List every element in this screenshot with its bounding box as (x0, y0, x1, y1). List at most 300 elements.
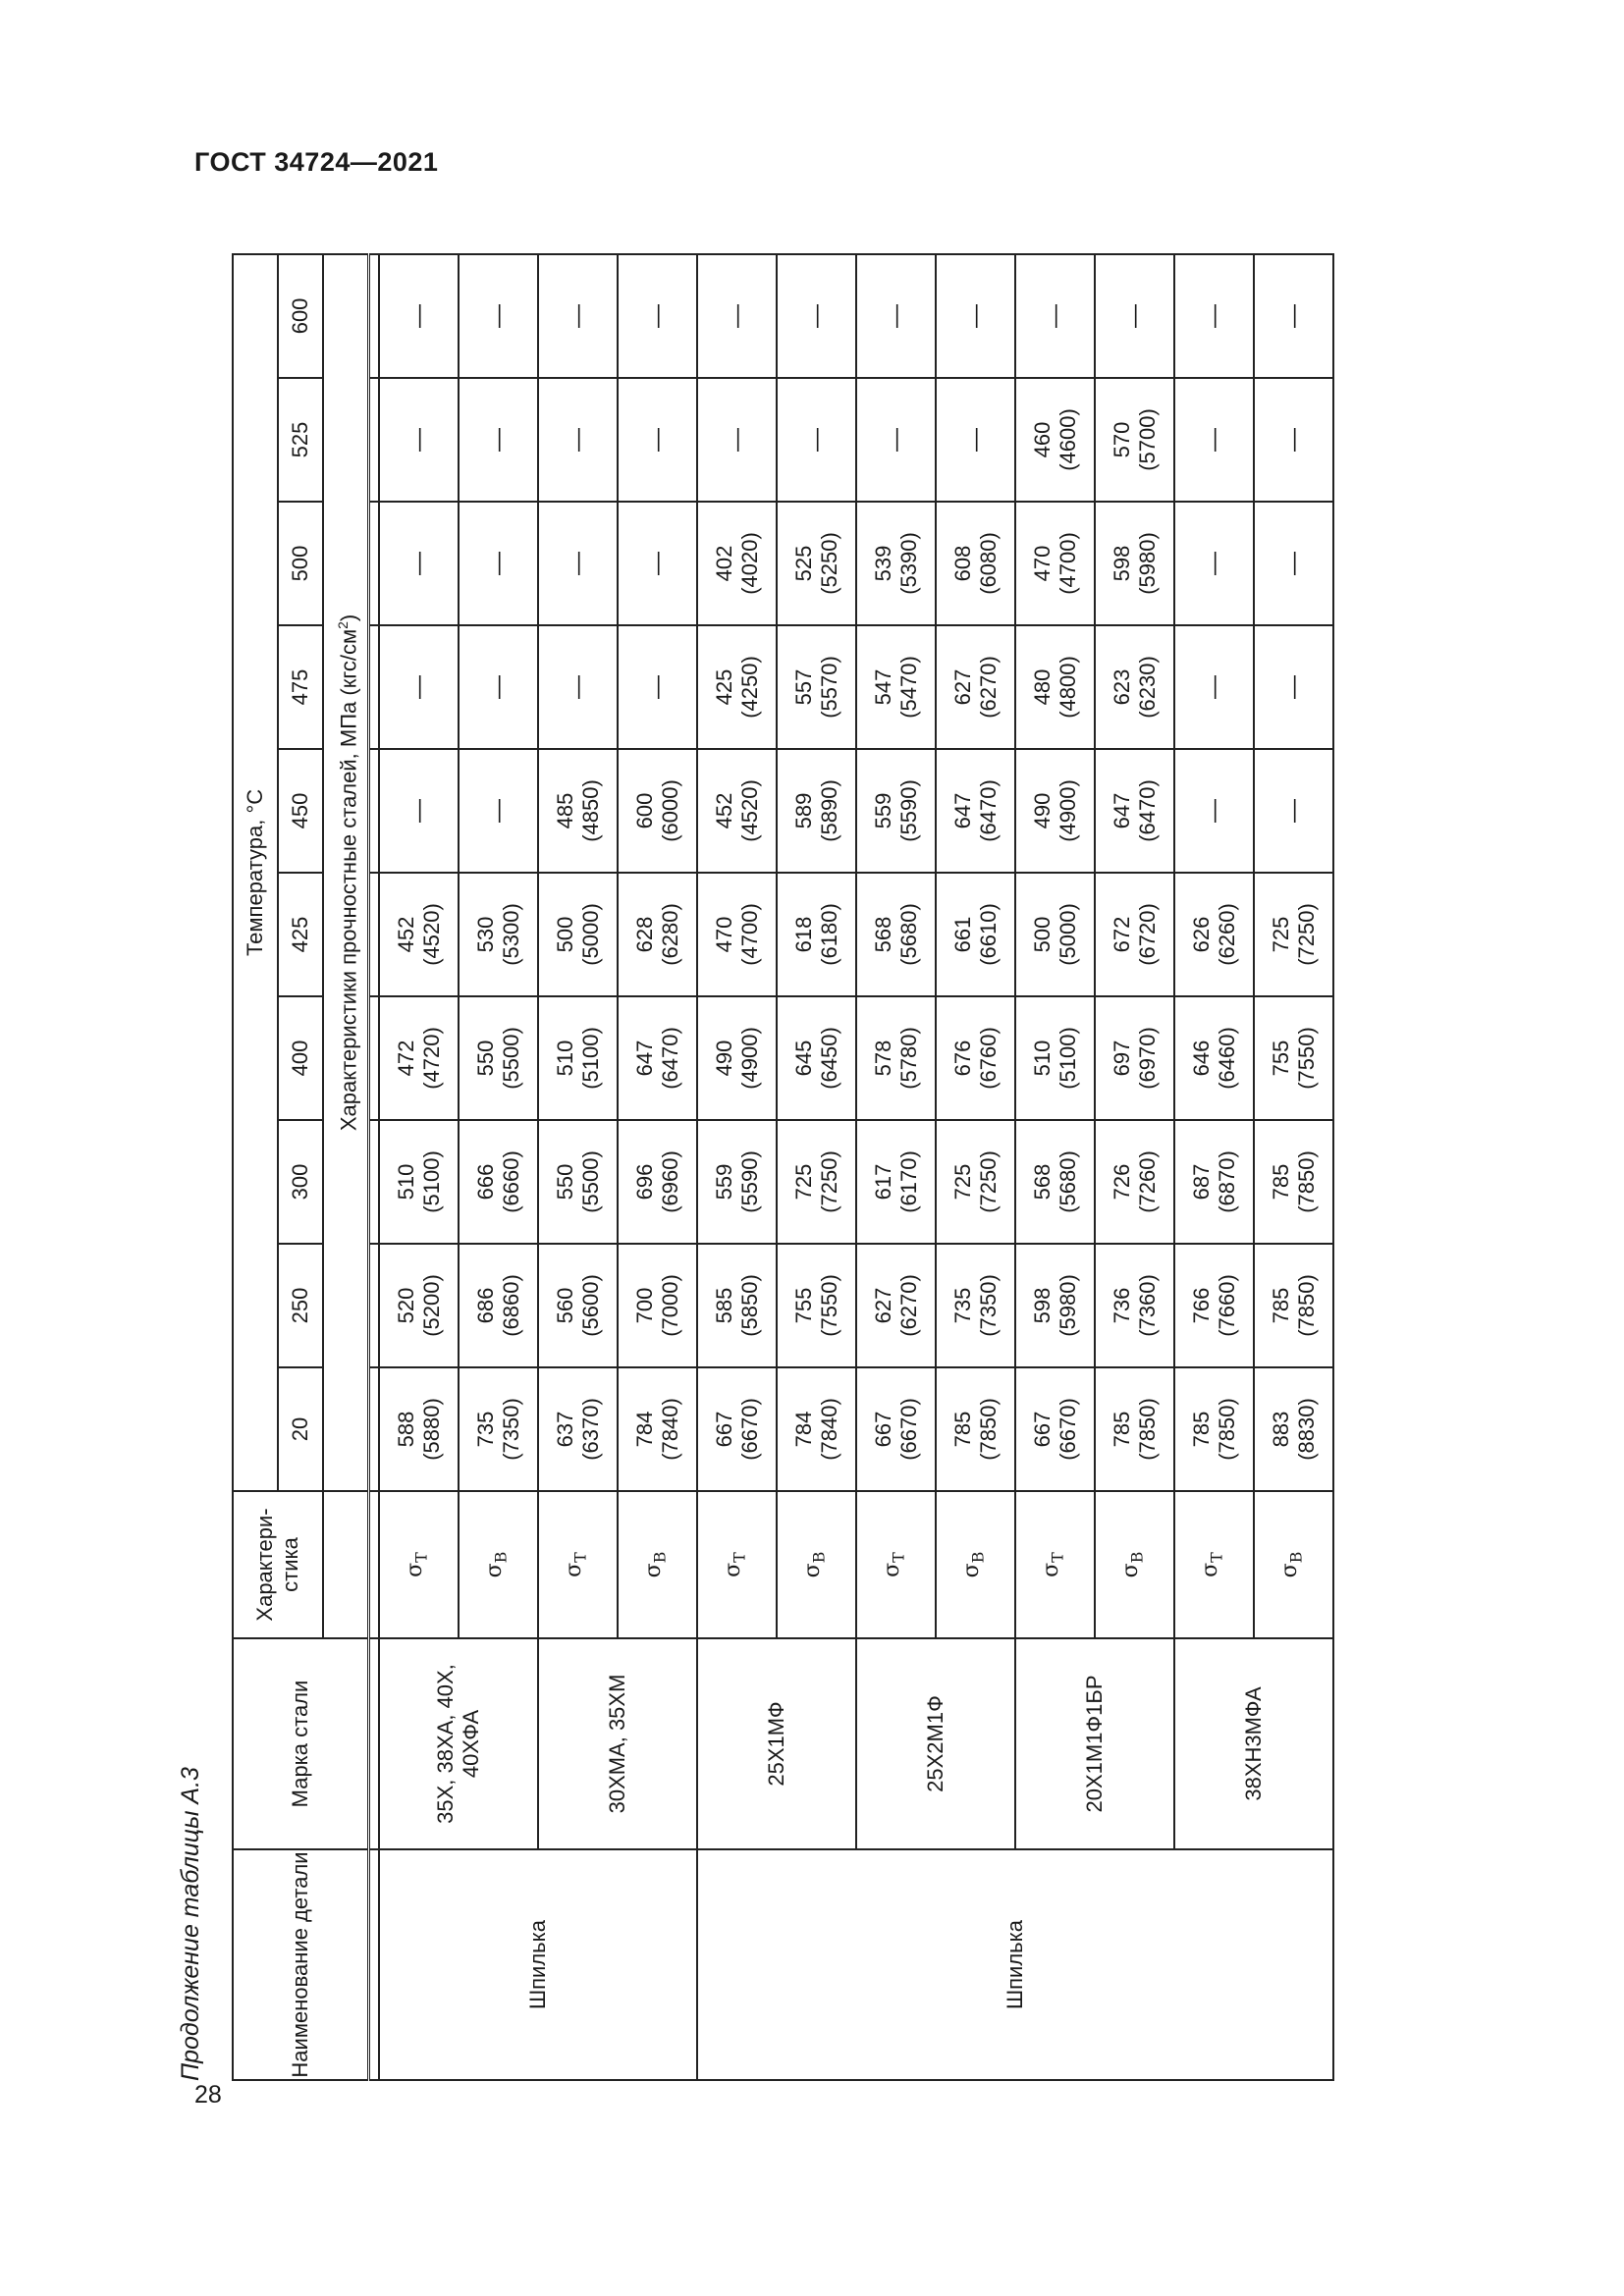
value-kgf: (7350) (498, 1398, 523, 1461)
value-kgf: (4800) (1055, 656, 1080, 719)
cell-value (1174, 1120, 1254, 1244)
header-temp-400: 400 (278, 996, 323, 1120)
value-mpa: 735 (949, 1287, 975, 1324)
sigma-symbol: σ (880, 1562, 905, 1577)
value-mpa: — (1120, 303, 1148, 328)
value-kgf: (4850) (577, 779, 603, 842)
header-steel-grade: Марка стали (233, 1638, 369, 1849)
cell-value (697, 502, 777, 625)
value-mpa: 585 (711, 1287, 736, 1324)
value-mpa: 755 (1268, 1040, 1293, 1077)
sep-cell (369, 1244, 380, 1367)
cell-value (697, 1120, 777, 1244)
cell-value (618, 749, 697, 873)
cell-value (697, 1244, 777, 1367)
sep-cell (369, 1491, 380, 1638)
cell-characteristic (618, 1491, 697, 1638)
value-mpa: 490 (1029, 792, 1055, 829)
cell-value (459, 502, 538, 625)
cell-characteristic (459, 1491, 538, 1638)
value-mpa: — (484, 552, 512, 575)
cell-value (936, 1244, 1015, 1367)
value-mpa: 490 (711, 1040, 736, 1077)
cell-characteristic (1254, 1491, 1333, 1638)
cell-value (538, 378, 618, 502)
value-mpa: — (723, 428, 750, 452)
rotated-table-region (177, 245, 1319, 2081)
value-kgf: (7000) (657, 1274, 682, 1337)
value-mpa: — (564, 303, 591, 328)
value-mpa: — (1200, 799, 1227, 823)
value-mpa: — (564, 552, 591, 575)
cell-value (1254, 378, 1333, 502)
cell-value (538, 873, 618, 996)
value-kgf: (6280) (657, 903, 682, 966)
value-mpa: 686 (472, 1287, 498, 1324)
cell-value (777, 749, 856, 873)
value-mpa: 510 (393, 1163, 418, 1201)
table-row (379, 254, 459, 2080)
value-mpa: — (961, 428, 989, 452)
value-mpa: — (1041, 303, 1068, 328)
cell-value (538, 625, 618, 749)
value-mpa: 726 (1109, 1163, 1134, 1201)
cell-value (538, 1120, 618, 1244)
cell-value (1095, 996, 1174, 1120)
cell-value (459, 1367, 538, 1491)
cell-value (1254, 749, 1333, 873)
cell-characteristic (856, 1491, 936, 1638)
cell-steel-grade: 38ХН3МФА (1174, 1638, 1333, 1849)
value-mpa: 785 (1188, 1411, 1214, 1448)
value-mpa: 550 (552, 1163, 577, 1201)
value-mpa: — (484, 428, 512, 452)
strength-table (232, 253, 1334, 2081)
value-mpa: 470 (1029, 545, 1055, 582)
sigma-subscript: Т (570, 1552, 590, 1563)
value-mpa: — (1200, 303, 1227, 328)
cell-value (459, 1120, 538, 1244)
sigma-symbol: σ (1277, 1563, 1303, 1578)
value-mpa: — (1200, 675, 1227, 699)
cell-characteristic (936, 1491, 1015, 1638)
header-temperature: Температура, °С (233, 254, 278, 1491)
value-kgf: (7350) (975, 1274, 1001, 1337)
value-kgf: (5300) (498, 903, 523, 966)
value-kgf: (6000) (657, 779, 682, 842)
value-mpa: 667 (870, 1411, 895, 1448)
sigma-subscript: Т (730, 1552, 749, 1563)
value-kgf: (5980) (1134, 532, 1160, 595)
value-kgf: (5100) (418, 1150, 444, 1213)
value-mpa: 627 (949, 668, 975, 706)
cell-value (459, 749, 538, 873)
header-strength (323, 254, 369, 1491)
header-temp-475: 475 (278, 625, 323, 749)
cell-value (936, 1120, 1015, 1244)
sep-cell (369, 749, 380, 873)
cell-value (1015, 254, 1095, 378)
value-mpa: — (484, 675, 512, 699)
cell-value (459, 873, 538, 996)
cell-characteristic (697, 1491, 777, 1638)
value-kgf: (7250) (975, 1150, 1001, 1213)
table-row (538, 254, 618, 2080)
value-kgf: (5500) (498, 1027, 523, 1090)
sep-cell (369, 625, 380, 749)
value-kgf: (5880) (418, 1398, 444, 1461)
value-kgf: (7850) (1214, 1398, 1239, 1461)
value-mpa: 559 (711, 1163, 736, 1201)
value-kgf: (5780) (895, 1027, 921, 1090)
sigma-subscript: Т (1048, 1552, 1067, 1563)
value-mpa: 667 (711, 1411, 736, 1448)
value-kgf: (7250) (1293, 903, 1319, 966)
value-kgf: (6460) (1214, 1027, 1239, 1090)
cell-value (1254, 873, 1333, 996)
value-kgf: (6720) (1134, 903, 1160, 966)
value-kgf: (5500) (577, 1150, 603, 1213)
cell-value (538, 1367, 618, 1491)
sigma-symbol: σ (1198, 1562, 1223, 1577)
value-kgf: (5200) (418, 1274, 444, 1337)
sigma-symbol: σ (959, 1563, 985, 1578)
cell-value (379, 873, 459, 996)
sep-cell (369, 254, 380, 378)
value-mpa: 784 (631, 1411, 657, 1448)
value-mpa: 500 (1029, 916, 1055, 953)
value-mpa: 666 (472, 1163, 498, 1201)
cell-value (1254, 625, 1333, 749)
cell-value (856, 1244, 936, 1367)
cell-value (777, 996, 856, 1120)
value-kgf: (5680) (895, 903, 921, 966)
value-kgf: (6170) (895, 1150, 921, 1213)
cell-value (856, 996, 936, 1120)
cell-value (697, 996, 777, 1120)
cell-value (1095, 254, 1174, 378)
value-mpa: — (643, 428, 671, 452)
cell-value (1015, 502, 1095, 625)
sigma-subscript: В (650, 1551, 670, 1564)
value-mpa: 725 (790, 1163, 816, 1201)
cell-value (777, 1367, 856, 1491)
value-mpa: — (1279, 428, 1307, 452)
cell-characteristic (1095, 1491, 1174, 1638)
cell-value (1174, 1244, 1254, 1367)
sep-cell (369, 1849, 380, 2080)
value-kgf: (7840) (816, 1398, 841, 1461)
cell-value (459, 625, 538, 749)
cell-value (1015, 1367, 1095, 1491)
cell-value (1254, 254, 1333, 378)
value-mpa: 452 (393, 916, 418, 953)
cell-value (1095, 1120, 1174, 1244)
cell-value (618, 996, 697, 1120)
value-kgf: (6960) (657, 1150, 682, 1213)
value-mpa: 784 (790, 1411, 816, 1448)
sigma-symbol: σ (721, 1562, 746, 1577)
cell-value (777, 378, 856, 502)
table-row (697, 254, 777, 2080)
cell-characteristic (1174, 1491, 1254, 1638)
value-kgf: (6260) (1214, 903, 1239, 966)
value-kgf: (6270) (975, 656, 1001, 719)
cell-value (936, 749, 1015, 873)
cell-value (1015, 873, 1095, 996)
value-mpa: — (723, 303, 750, 328)
value-kgf: (5890) (816, 779, 841, 842)
value-kgf: (6670) (736, 1398, 762, 1461)
cell-value (1254, 1244, 1333, 1367)
header-temp-500: 500 (278, 502, 323, 625)
value-mpa: — (1279, 799, 1307, 823)
value-kgf: (6470) (1134, 779, 1160, 842)
cell-steel-grade: 25Х2М1Ф (856, 1638, 1015, 1849)
cell-value (856, 749, 936, 873)
cell-value (618, 1120, 697, 1244)
value-kgf: (6270) (895, 1274, 921, 1337)
header-strength-prefix: Характеристики прочностные сталей, МПа (кгс/см (336, 628, 361, 1132)
sigma-subscript: Т (411, 1552, 431, 1563)
value-kgf: (5000) (1055, 903, 1080, 966)
cell-value (1254, 502, 1333, 625)
cell-value (379, 502, 459, 625)
value-kgf: (6470) (975, 779, 1001, 842)
value-mpa: 676 (949, 1040, 975, 1077)
value-mpa: 735 (472, 1411, 498, 1448)
value-mpa: 425 (711, 668, 736, 706)
document-title: ГОСТ 34724—2021 (194, 147, 439, 177)
header-temp-600: 600 (278, 254, 323, 378)
value-mpa: 661 (949, 916, 975, 953)
sigma-symbol: σ (1118, 1563, 1144, 1578)
cell-value (1174, 1367, 1254, 1491)
value-kgf: (6760) (975, 1027, 1001, 1090)
value-kgf: (7550) (816, 1274, 841, 1337)
value-kgf: (4700) (1055, 532, 1080, 595)
value-mpa: 568 (1029, 1163, 1055, 1201)
value-kgf: (5100) (577, 1027, 603, 1090)
cell-value (697, 873, 777, 996)
cell-value (936, 996, 1015, 1120)
value-mpa: — (802, 303, 830, 328)
cell-value (618, 254, 697, 378)
value-mpa: 785 (1268, 1163, 1293, 1201)
cell-value (856, 873, 936, 996)
value-kgf: (7850) (1134, 1398, 1160, 1461)
value-mpa: — (484, 799, 512, 823)
cell-value (856, 502, 936, 625)
cell-characteristic (379, 1491, 459, 1638)
cell-value (697, 1367, 777, 1491)
value-mpa: 402 (711, 545, 736, 582)
cell-value (1015, 1244, 1095, 1367)
cell-steel-grade: 35Х, 38ХА, 40Х, 40ХФА (379, 1638, 538, 1849)
cell-value (1174, 996, 1254, 1120)
value-kgf: (7360) (1134, 1274, 1160, 1337)
value-kgf: (5590) (895, 779, 921, 842)
cell-value (1254, 1367, 1333, 1491)
value-kgf: (6470) (657, 1027, 682, 1090)
value-kgf: (7660) (1214, 1274, 1239, 1337)
cell-value (856, 1367, 936, 1491)
value-kgf: (5250) (816, 532, 841, 595)
value-kgf: (7840) (657, 1398, 682, 1461)
value-mpa: 560 (552, 1287, 577, 1324)
value-mpa: 485 (552, 792, 577, 829)
value-mpa: 696 (631, 1163, 657, 1201)
value-mpa: 785 (1268, 1287, 1293, 1324)
value-kgf: (5000) (577, 903, 603, 966)
value-mpa: 530 (472, 916, 498, 953)
cell-value (1095, 873, 1174, 996)
cell-value (1015, 749, 1095, 873)
value-mpa: 557 (790, 668, 816, 706)
value-kgf: (7850) (1293, 1150, 1319, 1213)
value-kgf: (5590) (736, 1150, 762, 1213)
cell-value (856, 254, 936, 378)
sigma-subscript: В (809, 1551, 829, 1564)
cell-value (618, 1244, 697, 1367)
sep-cell (369, 1367, 380, 1491)
value-kgf: (5100) (1055, 1027, 1080, 1090)
value-mpa: 588 (393, 1411, 418, 1448)
cell-value (856, 1120, 936, 1244)
value-mpa: 627 (870, 1287, 895, 1324)
cell-steel-grade: 30ХМА, 35ХМ (538, 1638, 697, 1849)
cell-value (1095, 378, 1174, 502)
cell-characteristic (777, 1491, 856, 1638)
sep-cell (369, 996, 380, 1120)
value-mpa: 470 (711, 916, 736, 953)
sigma-subscript: Т (889, 1552, 908, 1563)
sigma-subscript: В (1286, 1551, 1306, 1564)
sep-cell (369, 1638, 380, 1849)
value-mpa: 598 (1029, 1287, 1055, 1324)
cell-value (856, 378, 936, 502)
value-mpa: 598 (1109, 545, 1134, 582)
cell-value (538, 996, 618, 1120)
cell-value (379, 749, 459, 873)
cell-value (1174, 502, 1254, 625)
value-mpa: — (405, 552, 432, 575)
value-mpa: — (1279, 303, 1307, 328)
value-kgf: (6610) (975, 903, 1001, 966)
cell-value (538, 254, 618, 378)
value-kgf: (7550) (1293, 1027, 1319, 1090)
value-mpa: 785 (949, 1411, 975, 1448)
table-row (1015, 254, 1095, 2080)
value-mpa: 472 (393, 1040, 418, 1077)
sigma-subscript: Т (1207, 1552, 1226, 1563)
cell-value (936, 1367, 1015, 1491)
cell-value (777, 1244, 856, 1367)
cell-value (697, 625, 777, 749)
value-mpa: — (1279, 675, 1307, 699)
value-kgf: (7850) (1293, 1274, 1319, 1337)
value-mpa: 645 (790, 1040, 816, 1077)
value-mpa: — (643, 552, 671, 575)
value-mpa: 785 (1109, 1411, 1134, 1448)
value-mpa: 697 (1109, 1040, 1134, 1077)
cell-value (1095, 502, 1174, 625)
value-mpa: 626 (1188, 916, 1214, 953)
value-kgf: (6230) (1134, 656, 1160, 719)
value-kgf: (6370) (577, 1398, 603, 1461)
value-mpa: — (802, 428, 830, 452)
header-characteristic: Характери- стика (233, 1491, 323, 1638)
value-mpa: — (484, 303, 512, 328)
sigma-subscript: В (491, 1551, 511, 1564)
value-mpa: — (1200, 552, 1227, 575)
cell-value (856, 625, 936, 749)
value-kgf: (6180) (816, 903, 841, 966)
cell-value (777, 502, 856, 625)
cell-value (459, 996, 538, 1120)
cell-value (936, 254, 1015, 378)
value-mpa: — (405, 799, 432, 823)
value-mpa: 578 (870, 1040, 895, 1077)
value-mpa: — (405, 675, 432, 699)
cell-value (379, 1367, 459, 1491)
cell-value (936, 873, 1015, 996)
cell-value (1095, 625, 1174, 749)
value-mpa: 725 (949, 1163, 975, 1201)
cell-value (1174, 873, 1254, 996)
value-kgf: (5700) (1134, 408, 1160, 471)
value-mpa: 725 (1268, 916, 1293, 953)
value-kgf: (6970) (1134, 1027, 1160, 1090)
cell-value (1095, 1244, 1174, 1367)
sep-cell (369, 1120, 380, 1244)
value-mpa: 672 (1109, 916, 1134, 953)
sigma-symbol: σ (641, 1563, 667, 1578)
sep-cell (369, 378, 380, 502)
value-mpa: 589 (790, 792, 816, 829)
value-kgf: (4720) (418, 1027, 444, 1090)
value-kgf: (4520) (736, 779, 762, 842)
value-mpa: — (405, 303, 432, 328)
sep-cell (369, 502, 380, 625)
value-mpa: 623 (1109, 668, 1134, 706)
value-mpa: 637 (552, 1411, 577, 1448)
cell-value (1095, 1367, 1174, 1491)
value-mpa: — (564, 675, 591, 699)
cell-value (936, 378, 1015, 502)
sigma-symbol: σ (800, 1563, 826, 1578)
cell-value (1015, 625, 1095, 749)
value-kgf: (6080) (975, 532, 1001, 595)
cell-value (1254, 996, 1333, 1120)
header-temp-425: 425 (278, 873, 323, 996)
value-kgf: (6870) (1214, 1150, 1239, 1213)
value-mpa: — (961, 303, 989, 328)
cell-value (379, 378, 459, 502)
sigma-symbol: σ (1039, 1562, 1064, 1577)
value-mpa: — (564, 428, 591, 452)
value-mpa: — (643, 303, 671, 328)
value-mpa: 647 (631, 1040, 657, 1077)
cell-value (538, 502, 618, 625)
value-mpa: 600 (631, 792, 657, 829)
value-kgf: (7260) (1134, 1150, 1160, 1213)
value-mpa: 647 (1109, 792, 1134, 829)
value-mpa: — (882, 303, 909, 328)
value-mpa: 667 (1029, 1411, 1055, 1448)
cell-value (1015, 1120, 1095, 1244)
value-mpa: 480 (1029, 668, 1055, 706)
